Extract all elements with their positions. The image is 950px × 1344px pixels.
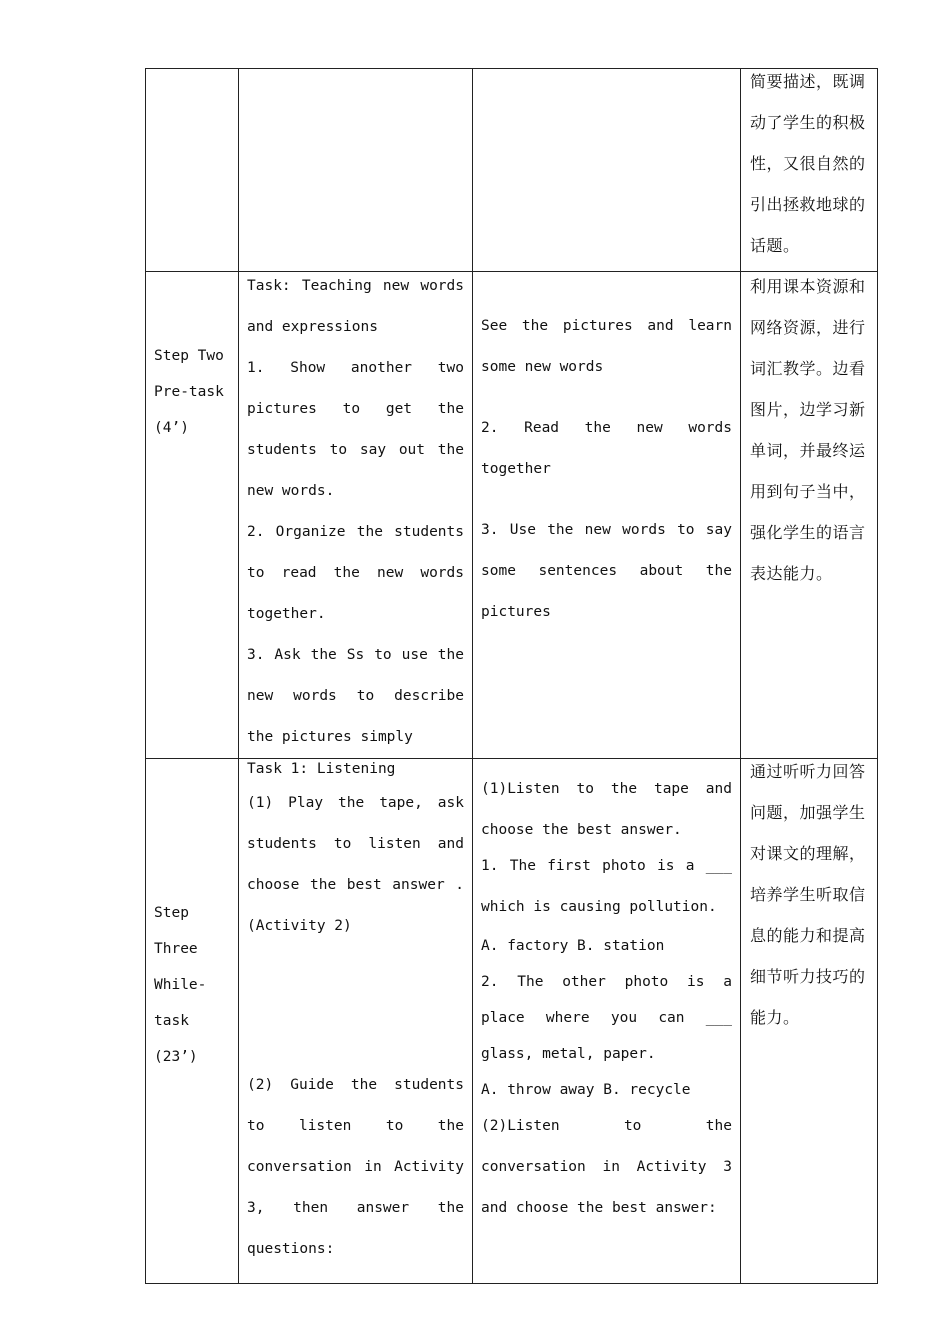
question: 1. The first photo is a ___ which is causing pollution. (481, 858, 732, 915)
design-note: 利用课本资源和网络资源，进行词汇教学。边看图片，边学习新单词，并最终运用到句子当中，强化学生的语言表达能力。 (750, 277, 866, 583)
lesson-plan-table (145, 68, 878, 1284)
design-note: 简要描述，既调动了学生的积极性，又很自然的引出拯救地球的话题。 (750, 72, 866, 255)
student-item: (1)Listen to the tape and choose the best answer. (481, 781, 732, 838)
step-time: (23’) (154, 1049, 198, 1065)
teacher-activity-cell (239, 759, 473, 1284)
design-note-cell (741, 272, 878, 759)
table-row (146, 272, 878, 759)
teacher-item: (1) Play the tape, ask students to listen and choose the best answer .(Activity 2) (247, 795, 464, 934)
step-cell (146, 759, 239, 1284)
step-cell (146, 69, 239, 272)
teacher-item: (2) Guide the students to listen to the conversation in Activity 3, then answer the questions: (247, 1077, 464, 1257)
student-activity-cell (473, 759, 741, 1284)
step-phase: task (154, 1013, 189, 1029)
step-title: Step (154, 905, 189, 921)
teacher-task: Task 1: Listening (247, 761, 396, 777)
design-note: 通过听听力回答问题，加强学生对课文的理解，培养学生听取信息的能力和提高细节听力技巧的能力。 (750, 762, 866, 1027)
design-note-cell (741, 69, 878, 272)
student-item: (2)Listen to the conversation in Activity 3 and choose the best answer: (481, 1118, 732, 1216)
student-item: 3. Use the new words to say some sentences about the pictures (481, 522, 732, 620)
teacher-activity-cell (239, 272, 473, 759)
teacher-activity-cell (239, 69, 473, 272)
step-phase: Pre-task (154, 384, 224, 400)
teacher-item: 3. Ask the Ss to use the new words to describe the pictures simply (247, 647, 464, 745)
student-item: See the pictures and learn some new words (481, 318, 732, 375)
table-row (146, 759, 878, 1284)
step-title: Step Two (154, 348, 224, 364)
teacher-task: Task: Teaching new words and expressions (247, 278, 464, 335)
table-row (146, 69, 878, 272)
options: A. throw away B. recycle (481, 1082, 691, 1098)
step-phase: While- (154, 977, 207, 993)
student-activity-cell (473, 69, 741, 272)
teacher-item: 1. Show another two pictures to get the students to say out the new words. (247, 360, 464, 499)
step-title: Three (154, 941, 198, 957)
student-item: 2. Read the new words together (481, 420, 732, 477)
options: A. factory B. station (481, 938, 665, 954)
step-time: (4’) (154, 420, 189, 436)
teacher-item: 2. Organize the students to read the new words together. (247, 524, 464, 622)
student-activity-cell (473, 272, 741, 759)
design-note-cell (741, 759, 878, 1284)
question: 2. The other photo is a place where you can ___ glass, metal, paper. (481, 974, 732, 1062)
step-cell (146, 272, 239, 759)
